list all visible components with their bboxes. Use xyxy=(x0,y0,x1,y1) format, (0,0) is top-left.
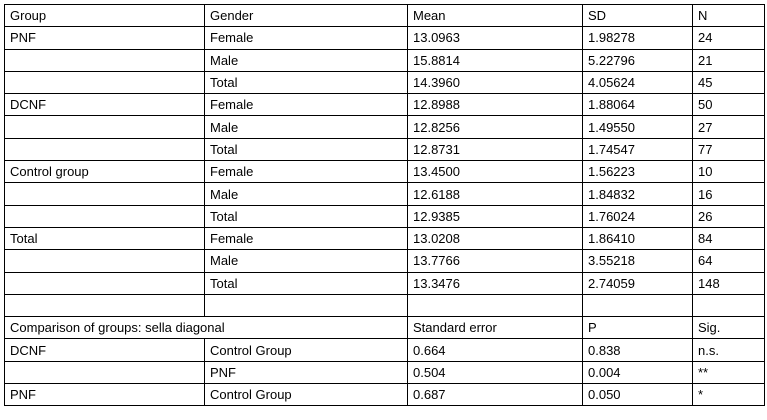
table-row xyxy=(5,71,765,93)
n-cell: 84 xyxy=(693,227,765,249)
n-cell: 45 xyxy=(693,71,765,93)
mean-cell: 13.0208 xyxy=(408,227,583,249)
gender-cell: Female xyxy=(205,94,408,116)
group-cell-empty xyxy=(5,250,205,272)
group-cell: DCNF xyxy=(5,94,205,116)
table-row xyxy=(5,49,765,71)
mean-cell: 13.7766 xyxy=(408,250,583,272)
group-cell: Control group xyxy=(5,161,205,183)
mean-cell: 12.9385 xyxy=(408,205,583,227)
mean-cell: 15.8814 xyxy=(408,49,583,71)
n-cell: 16 xyxy=(693,183,765,205)
sig-cell: n.s. xyxy=(693,339,765,361)
standard-error-cell: 0.664 xyxy=(408,339,583,361)
mean-cell: 13.0963 xyxy=(408,27,583,49)
gender-cell: Male xyxy=(205,49,408,71)
gender-cell: Female xyxy=(205,227,408,249)
n-cell: 10 xyxy=(693,161,765,183)
gender-cell: Total xyxy=(205,138,408,160)
p-cell: 0.004 xyxy=(583,361,693,383)
table-row xyxy=(5,183,765,205)
table-row xyxy=(5,272,765,294)
sd-cell: 1.86410 xyxy=(583,227,693,249)
n-cell: 27 xyxy=(693,116,765,138)
n-cell: 21 xyxy=(693,49,765,71)
header-group: Group xyxy=(5,5,205,27)
header-mean: Mean xyxy=(408,5,583,27)
sig-cell: ** xyxy=(693,361,765,383)
group-cell-empty xyxy=(5,205,205,227)
p-cell: 0.050 xyxy=(583,384,693,406)
header-standard-error: Standard error xyxy=(408,317,583,339)
mean-cell: 13.3476 xyxy=(408,272,583,294)
comparison-vs-cell: PNF xyxy=(205,361,408,383)
group-cell-empty xyxy=(5,49,205,71)
table-row xyxy=(5,27,765,49)
comparison-group-cell-empty xyxy=(5,361,205,383)
group-cell-empty xyxy=(5,138,205,160)
group-cell: Total xyxy=(5,227,205,249)
statistics-table xyxy=(4,4,765,406)
comparison-group-cell: DCNF xyxy=(5,339,205,361)
spacer-cell xyxy=(583,294,693,316)
header-sig: Sig. xyxy=(693,317,765,339)
spacer-cell xyxy=(205,294,408,316)
gender-cell: Male xyxy=(205,116,408,138)
n-cell: 24 xyxy=(693,27,765,49)
sd-cell: 1.88064 xyxy=(583,94,693,116)
p-cell: 0.838 xyxy=(583,339,693,361)
mean-cell: 13.4500 xyxy=(408,161,583,183)
table-row xyxy=(5,227,765,249)
sd-cell: 5.22796 xyxy=(583,49,693,71)
spacer-cell xyxy=(5,294,205,316)
gender-cell: Total xyxy=(205,71,408,93)
table-row xyxy=(5,250,765,272)
mean-cell: 12.8256 xyxy=(408,116,583,138)
gender-cell: Female xyxy=(205,27,408,49)
comparison-vs-cell: Control Group xyxy=(205,339,408,361)
sd-cell: 1.56223 xyxy=(583,161,693,183)
n-cell: 64 xyxy=(693,250,765,272)
gender-cell: Male xyxy=(205,183,408,205)
comparison-title: Comparison of groups: sella diagonal xyxy=(5,317,408,339)
comparison-group-cell: PNF xyxy=(5,384,205,406)
header-n: N xyxy=(693,5,765,27)
table-row xyxy=(5,116,765,138)
comparison-vs-cell: Control Group xyxy=(205,384,408,406)
mean-cell: 12.8731 xyxy=(408,138,583,160)
sd-cell: 1.74547 xyxy=(583,138,693,160)
spacer-cell xyxy=(693,294,765,316)
table-row xyxy=(5,161,765,183)
n-cell: 77 xyxy=(693,138,765,160)
sd-cell: 1.98278 xyxy=(583,27,693,49)
header-row xyxy=(5,5,765,27)
table-row xyxy=(5,384,765,406)
header-sd: SD xyxy=(583,5,693,27)
header-p: P xyxy=(583,317,693,339)
table-row xyxy=(5,339,765,361)
standard-error-cell: 0.687 xyxy=(408,384,583,406)
header-gender: Gender xyxy=(205,5,408,27)
sd-cell: 2.74059 xyxy=(583,272,693,294)
sd-cell: 3.55218 xyxy=(583,250,693,272)
table-row xyxy=(5,138,765,160)
mean-cell: 12.8988 xyxy=(408,94,583,116)
table-row xyxy=(5,94,765,116)
spacer-row xyxy=(5,294,765,316)
gender-cell: Total xyxy=(205,272,408,294)
group-cell-empty xyxy=(5,71,205,93)
standard-error-cell: 0.504 xyxy=(408,361,583,383)
n-cell: 26 xyxy=(693,205,765,227)
sig-cell: * xyxy=(693,384,765,406)
gender-cell: Total xyxy=(205,205,408,227)
mean-cell: 12.6188 xyxy=(408,183,583,205)
group-cell-empty xyxy=(5,183,205,205)
spacer-cell xyxy=(408,294,583,316)
table-row xyxy=(5,361,765,383)
mean-cell: 14.3960 xyxy=(408,71,583,93)
n-cell: 148 xyxy=(693,272,765,294)
table-row xyxy=(5,205,765,227)
gender-cell: Female xyxy=(205,161,408,183)
sd-cell: 1.76024 xyxy=(583,205,693,227)
group-cell-empty xyxy=(5,272,205,294)
sd-cell: 4.05624 xyxy=(583,71,693,93)
n-cell: 50 xyxy=(693,94,765,116)
group-cell: PNF xyxy=(5,27,205,49)
sd-cell: 1.84832 xyxy=(583,183,693,205)
sd-cell: 1.49550 xyxy=(583,116,693,138)
comparison-header-row xyxy=(5,317,765,339)
group-cell-empty xyxy=(5,116,205,138)
gender-cell: Male xyxy=(205,250,408,272)
